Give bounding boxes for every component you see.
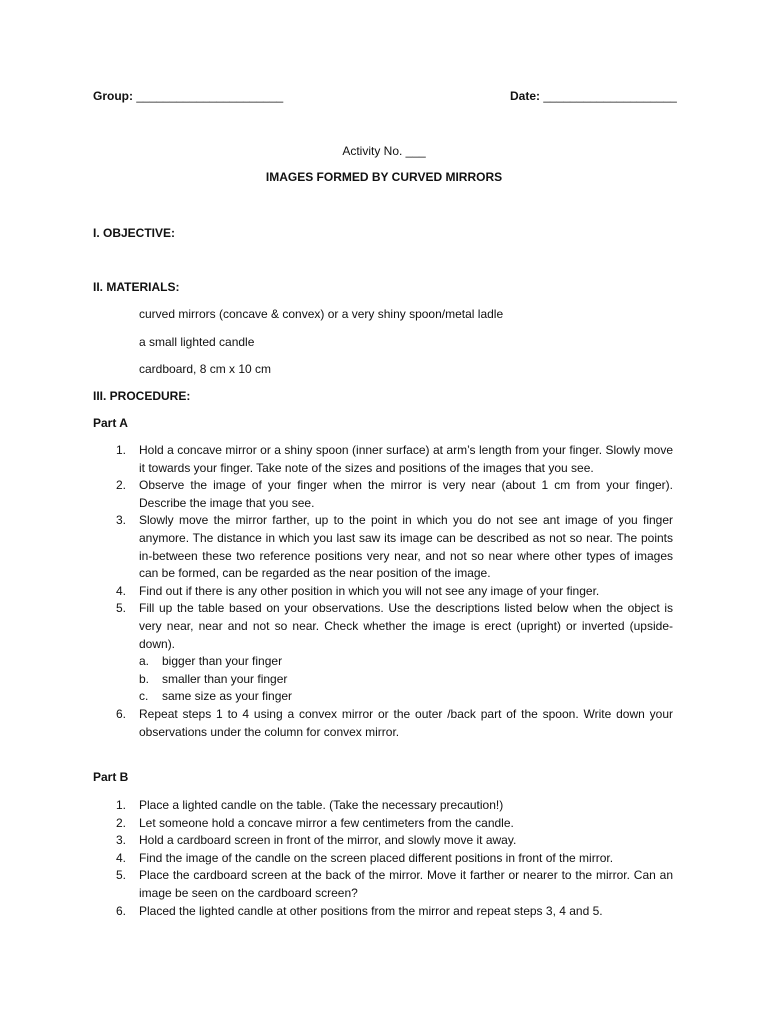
step-text: Find the image of the candle on the screen placed different positions in front of the mirror. [139,850,614,865]
step-number: 4. [116,583,127,598]
step-number: 3. [116,513,127,528]
date-field [510,88,677,106]
part-a-title: Part A [93,416,128,430]
sub-list-item [139,688,673,706]
list-item [93,815,673,833]
activity-title: IMAGES FORMED BY CURVED MIRRORS [265,170,503,184]
part-b-title: Part B [93,770,129,784]
sub-list [139,653,673,706]
step-number: 1. [116,443,127,457]
list-item [93,706,673,741]
step-number: 2. [116,478,127,493]
group-field [93,88,283,106]
step-text: Let someone hold a concave mirror a few centimeters from the candle. [139,815,514,830]
activity-number: Activity No. ___ [342,144,426,158]
group-blank: ______________________ [136,89,284,103]
step-text: Hold a cardboard screen in front of the mirror, and slowly move it away. [139,833,517,848]
list-item [93,797,673,815]
date-blank: ____________________ [543,89,677,103]
list-item [93,832,673,850]
step-text: Repeat steps 1 to 4 using a convex mirror or the outer /back part of the spoon. Write down your observations under the column for convex mirror. [139,706,673,739]
list-item [93,512,673,582]
group-label: Group: [93,89,133,103]
material-item: curved mirrors (concave & convex) or a very shiny spoon/metal ladle [139,307,504,321]
list-item [93,850,673,868]
step-number: 6. [116,706,127,721]
list-item [93,583,673,601]
sub-list-item [139,671,673,689]
sub-letter: a. [139,654,150,669]
sub-list-item [139,653,673,671]
step-text: Place the cardboard screen at the back of the mirror. Move it farther or nearer to the mirror. Can an image be seen on the cardboard screen? [139,868,673,900]
step-text: Fill up the table based on your observations. Use the descriptions listed below when the object is very near, near and not so near. Check whether the image is erect (upright) or inverted (upside-down). [139,601,673,651]
step-number: 5. [116,601,127,616]
material-item: cardboard, 8 cm x 10 cm [139,362,272,376]
step-number: 1. [116,798,127,812]
sub-letter: c. [139,689,149,704]
sub-letter: b. [139,671,150,686]
list-item [93,903,673,921]
step-number: 4. [116,850,127,865]
section-objective: I. OBJECTIVE: [93,226,176,240]
sub-text: smaller than your finger [162,671,288,686]
material-item: a small lighted candle [139,335,255,349]
step-text: Find out if there is any other position in which you will not see any image of your finger. [139,583,600,598]
sub-text: same size as your finger [162,689,293,704]
step-text: Place a lighted candle on the table. (Take the necessary precaution!) [139,798,504,812]
step-number: 3. [116,833,127,848]
date-label: Date: [510,89,541,103]
step-number: 2. [116,815,127,830]
step-number: 5. [116,868,127,883]
section-procedure: III. PROCEDURE: [93,389,191,403]
list-item [93,600,673,706]
step-number: 6. [116,903,127,918]
part-a-steps [93,442,673,741]
sub-text: bigger than your finger [162,654,283,669]
step-text: Hold a concave mirror or a shiny spoon (inner surface) at arm’s length from your finger. Slowly move it towards your finger. Take note of the sizes and positions of the images that you see. [139,443,673,475]
step-text: Observe the image of your finger when the mirror is very near (about 1 cm from your finger). Describe the image that you see. [139,478,673,510]
list-item [93,867,673,902]
step-text: Placed the lighted candle at other positions from the mirror and repeat steps 3, 4 and 5. [139,903,603,918]
section-materials: II. MATERIALS: [93,280,180,294]
part-b-steps [93,797,673,920]
list-item [93,477,673,512]
step-text: Slowly move the mirror farther, up to the point in which you do not see ant image of you finger anymore. The distance in which you last saw its image can be described as not so near. The points in-between these two reference positions very near, and not so near where other types of images can be formed, can be regarded as the near position of the image. [139,513,673,581]
list-item [93,442,673,477]
